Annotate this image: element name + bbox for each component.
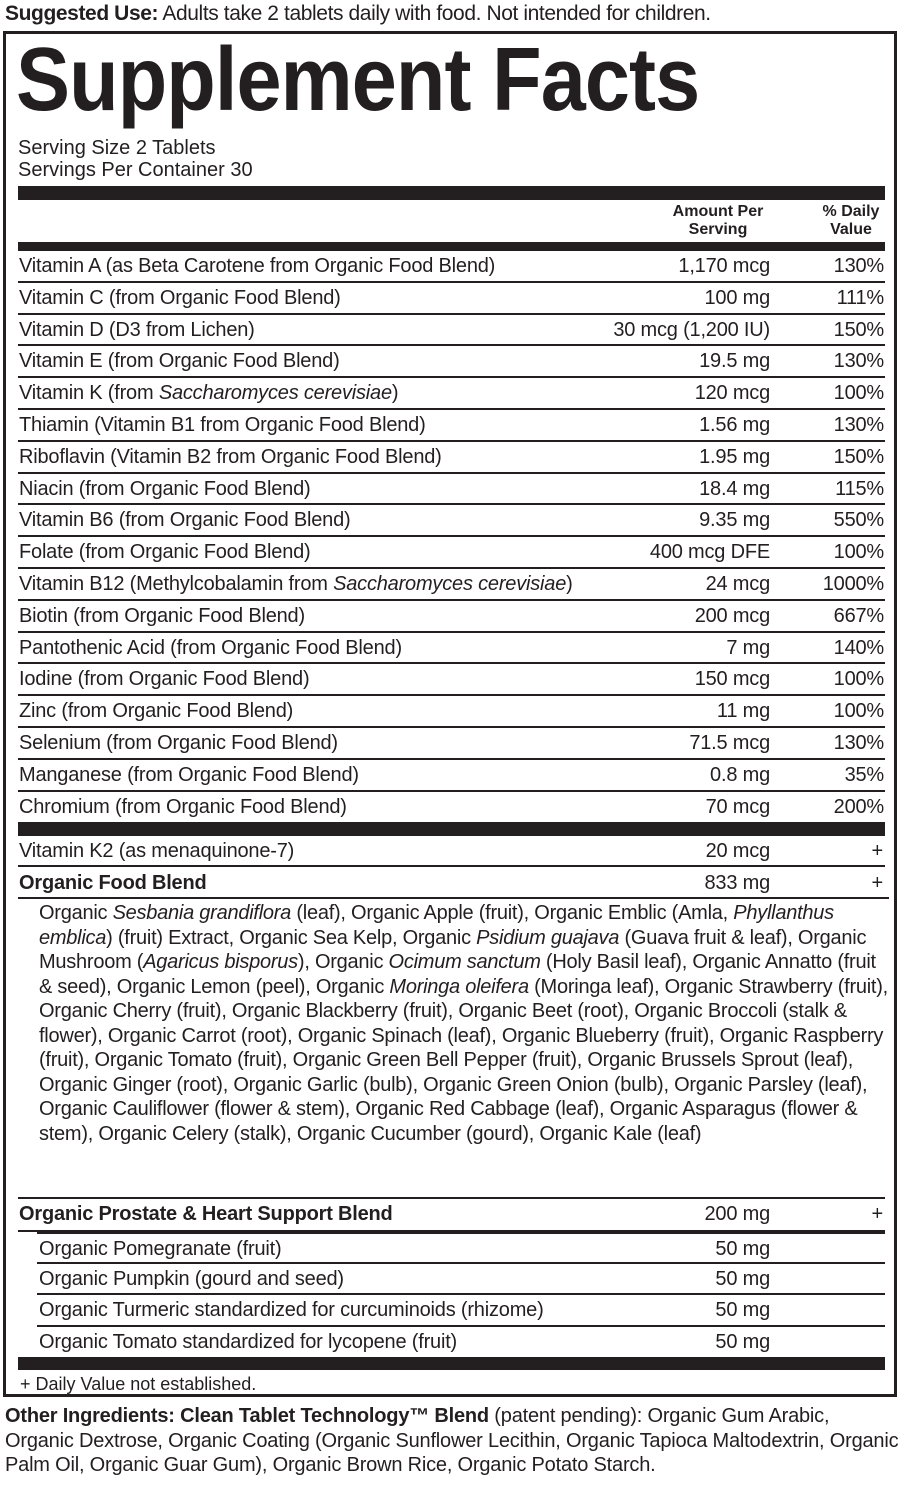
nutrient-amount: 1.95 mg — [699, 445, 770, 468]
nutrient-dv: 550% — [833, 509, 884, 532]
nutrient-name: Vitamin D (D3 from Lichen) — [19, 318, 255, 341]
other-ingredients-text: (patent pending): Organic Gum Arabic, Organic Dextrose, Organic Coating (Organic Sunflower Lecithin, Organic Tapioca Maltodextrin, Organic Palm Oil, Organic Guar Gum), Organic Brown Rice, Organic Potato Starch. — [5, 1405, 899, 1476]
table-row — [18, 760, 885, 792]
ingredient-name: Organic Pomegranate (fruit) — [39, 1238, 282, 1260]
nutrient-name: Thiamin (Vitamin B1 from Organic Food Blend) — [19, 414, 426, 436]
nutrient-name: Selenium (from Organic Food Blend) — [19, 732, 338, 754]
table-row — [18, 346, 885, 378]
other-ingredients-label: Other Ingredients: Clean Tablet Technology™ Blend — [5, 1405, 489, 1427]
table-row — [18, 474, 885, 506]
nutrient-dv: 130% — [833, 255, 884, 277]
nutrient-dv: 100% — [833, 700, 884, 723]
nutrient-name: Vitamin K (from Saccharomyces cerevisiae) — [19, 382, 399, 405]
nutrient-amount: 100 mg — [704, 286, 770, 309]
column-header-daily-value: % Daily Value — [822, 203, 880, 238]
nutrient-dv: 200% — [833, 795, 884, 818]
nutrient-name: Vitamin B6 (from Organic Food Blend) — [19, 509, 351, 532]
nutrient-name: Manganese (from Organic Food Blend) — [19, 763, 359, 786]
table-row — [37, 1295, 885, 1327]
ingredient-name: Organic Turmeric standardized for curcuminoids (rhizome) — [39, 1299, 544, 1321]
table-row — [18, 601, 885, 633]
servings-per-container: Servings Per Container 30 — [18, 159, 253, 181]
nutrient-name: Vitamin K2 (as menaquinone-7) — [19, 840, 295, 862]
nutrient-dv: 111% — [836, 286, 884, 309]
nutrient-dv: 100% — [833, 668, 884, 691]
nutrient-amount: 150 mcg — [694, 668, 770, 691]
other-ingredients — [5, 1404, 900, 1478]
serving-size: Serving Size 2 Tablets — [18, 137, 216, 159]
nutrient-amount: 19.5 mg — [699, 350, 770, 373]
nutrient-name: Vitamin E (from Organic Food Blend) — [19, 350, 340, 373]
ingredient-amount: 50 mg — [715, 1238, 770, 1260]
table-row — [18, 537, 885, 569]
table-row — [18, 442, 885, 474]
nutrient-amount: 71.5 mcg — [689, 732, 770, 754]
table-row — [18, 569, 885, 601]
thick-divider — [18, 1357, 885, 1370]
nutrient-dv: 115% — [835, 477, 884, 500]
nutrient-name: Vitamin A (as Beta Carotene from Organic Food Blend) — [19, 255, 496, 277]
nutrient-name: Biotin (from Organic Food Blend) — [19, 604, 305, 627]
nutrient-dv: 100% — [833, 541, 884, 564]
nutrient-amount: 0.8 mg — [710, 763, 770, 786]
suggested-use-text: Adults take 2 tablets daily with food. Not intended for children. — [158, 2, 711, 25]
nutrient-name: Vitamin B12 (Methylcobalamin from Saccharomyces cerevisiae) — [19, 573, 573, 595]
nutrient-amount: 120 mcg — [694, 382, 770, 405]
suggested-use — [5, 0, 711, 28]
column-header-amount: Amount Per Serving — [672, 203, 764, 238]
table-row — [18, 728, 885, 760]
nutrient-name: Niacin (from Organic Food Blend) — [19, 477, 311, 500]
nutrient-name: Chromium (from Organic Food Blend) — [19, 795, 347, 818]
nutrient-dv: 1000% — [822, 573, 884, 595]
blend-name: Organic Prostate & Heart Support Blend — [19, 1203, 393, 1225]
nutrient-dv: + — [871, 840, 883, 862]
table-row — [18, 633, 885, 665]
nutrient-amount: 400 mcg DFE — [649, 541, 770, 564]
table-row — [18, 251, 885, 283]
nutrient-amount: 24 mcg — [705, 573, 770, 595]
nutrient-amount: 7 mg — [726, 636, 770, 659]
nutrient-amount: 200 mcg — [694, 604, 770, 627]
blend-amount: 833 mg — [704, 872, 770, 894]
nutrient-amount: 1.56 mg — [699, 414, 770, 436]
nutrient-name: Riboflavin (Vitamin B2 from Organic Food Blend) — [19, 445, 442, 468]
nutrient-name: Vitamin C (from Organic Food Blend) — [19, 286, 341, 309]
nutrient-name: Pantothenic Acid (from Organic Food Blend) — [19, 636, 402, 659]
blend-row — [18, 1199, 885, 1232]
nutrient-dv: 130% — [833, 414, 884, 436]
blend-dv: + — [871, 872, 883, 894]
table-row — [37, 1264, 885, 1296]
nutrient-dv: 100% — [833, 382, 884, 405]
nutrient-dv: 150% — [833, 445, 884, 468]
table-row — [18, 696, 885, 728]
thick-divider — [18, 186, 885, 200]
nutrient-name: Iodine (from Organic Food Blend) — [19, 668, 310, 691]
table-row — [18, 664, 885, 696]
table-row — [18, 378, 885, 410]
nutrient-dv: 140% — [833, 636, 884, 659]
thick-divider — [18, 822, 885, 836]
nutrient-dv: 667% — [833, 604, 884, 627]
nutrient-name: Zinc (from Organic Food Blend) — [19, 700, 294, 723]
blend-name: Organic Food Blend — [19, 872, 207, 894]
table-row — [18, 505, 885, 537]
nutrient-dv: 35% — [844, 763, 884, 786]
nutrient-amount: 9.35 mg — [699, 509, 770, 532]
nutrient-amount: 1,170 mcg — [678, 255, 770, 277]
nutrient-amount: 20 mcg — [705, 840, 770, 862]
ingredient-amount: 50 mg — [715, 1330, 770, 1353]
table-row — [37, 1232, 885, 1264]
ingredient-amount: 50 mg — [715, 1267, 770, 1290]
nutrient-dv: 130% — [833, 350, 884, 373]
nutrient-dv: 150% — [833, 318, 884, 341]
nutrient-amount: 70 mcg — [705, 795, 770, 818]
ingredient-name: Organic Tomato standardized for lycopene (fruit) — [39, 1330, 458, 1353]
blend-amount: 200 mg — [704, 1203, 770, 1225]
panel-title: Supplement Facts — [16, 30, 700, 130]
header-divider — [18, 242, 885, 251]
table-row — [18, 792, 885, 824]
ingredient-amount: 50 mg — [715, 1299, 770, 1321]
nutrient-dv: 130% — [833, 732, 884, 754]
table-row — [18, 283, 885, 315]
nutrient-amount: 11 mg — [716, 700, 770, 723]
nutrient-amount: 30 mcg (1,200 IU) — [613, 318, 770, 341]
nutrient-name: Folate (from Organic Food Blend) — [19, 541, 311, 564]
food-blend-ingredients: Organic Sesbania grandiflora (leaf), Organic Apple (fruit), Organic Emblic (Amla, Phyllanthus emblica) (fruit) Extract, Organic Sea Kelp, Organic Psidium guajava (Guava fruit & leaf), Organic Mushroom (Agaricus bisporus), Organic Ocimum sanctum (Holy Basil leaf), Organic Annatto (fruit & seed), Organic Lemon (peel), Organic Moringa oleifera (Moringa leaf), Organic Strawberry (fruit), Organic Cherry (fruit), Organic Blackberry (fruit), Organic Beet (root), Organic Broccoli (stalk & flower), Organic Carrot (root), Organic Spinach (leaf), Organic Blueberry (fruit), Organic Raspberry (fruit), Organic Tomato (fruit), Organic Green Bell Pepper (fruit), Organic Brussels Sprout (leaf), Organic Ginger (root), Organic Garlic (bulb), Organic Green Onion (bulb), Organic Parsley (leaf), Organic Cauliflower (flower & stem), Organic Red Cabbage (leaf), Organic Asparagus (flower & stem), Organic Celery (stalk), Organic Cucumber (gourd), Organic Kale (leaf) — [39, 897, 889, 1146]
suggested-use-label: Suggested Use: — [5, 2, 159, 25]
nutrient-amount: 18.4 mg — [699, 477, 770, 500]
ingredient-name: Organic Pumpkin (gourd and seed) — [39, 1267, 344, 1290]
table-row — [18, 315, 885, 347]
blend-dv: + — [871, 1203, 883, 1225]
table-row — [18, 836, 885, 867]
table-row — [37, 1327, 885, 1359]
footnote: + Daily Value not established. — [20, 1374, 257, 1394]
table-row — [18, 410, 885, 442]
blend-row — [18, 868, 885, 899]
